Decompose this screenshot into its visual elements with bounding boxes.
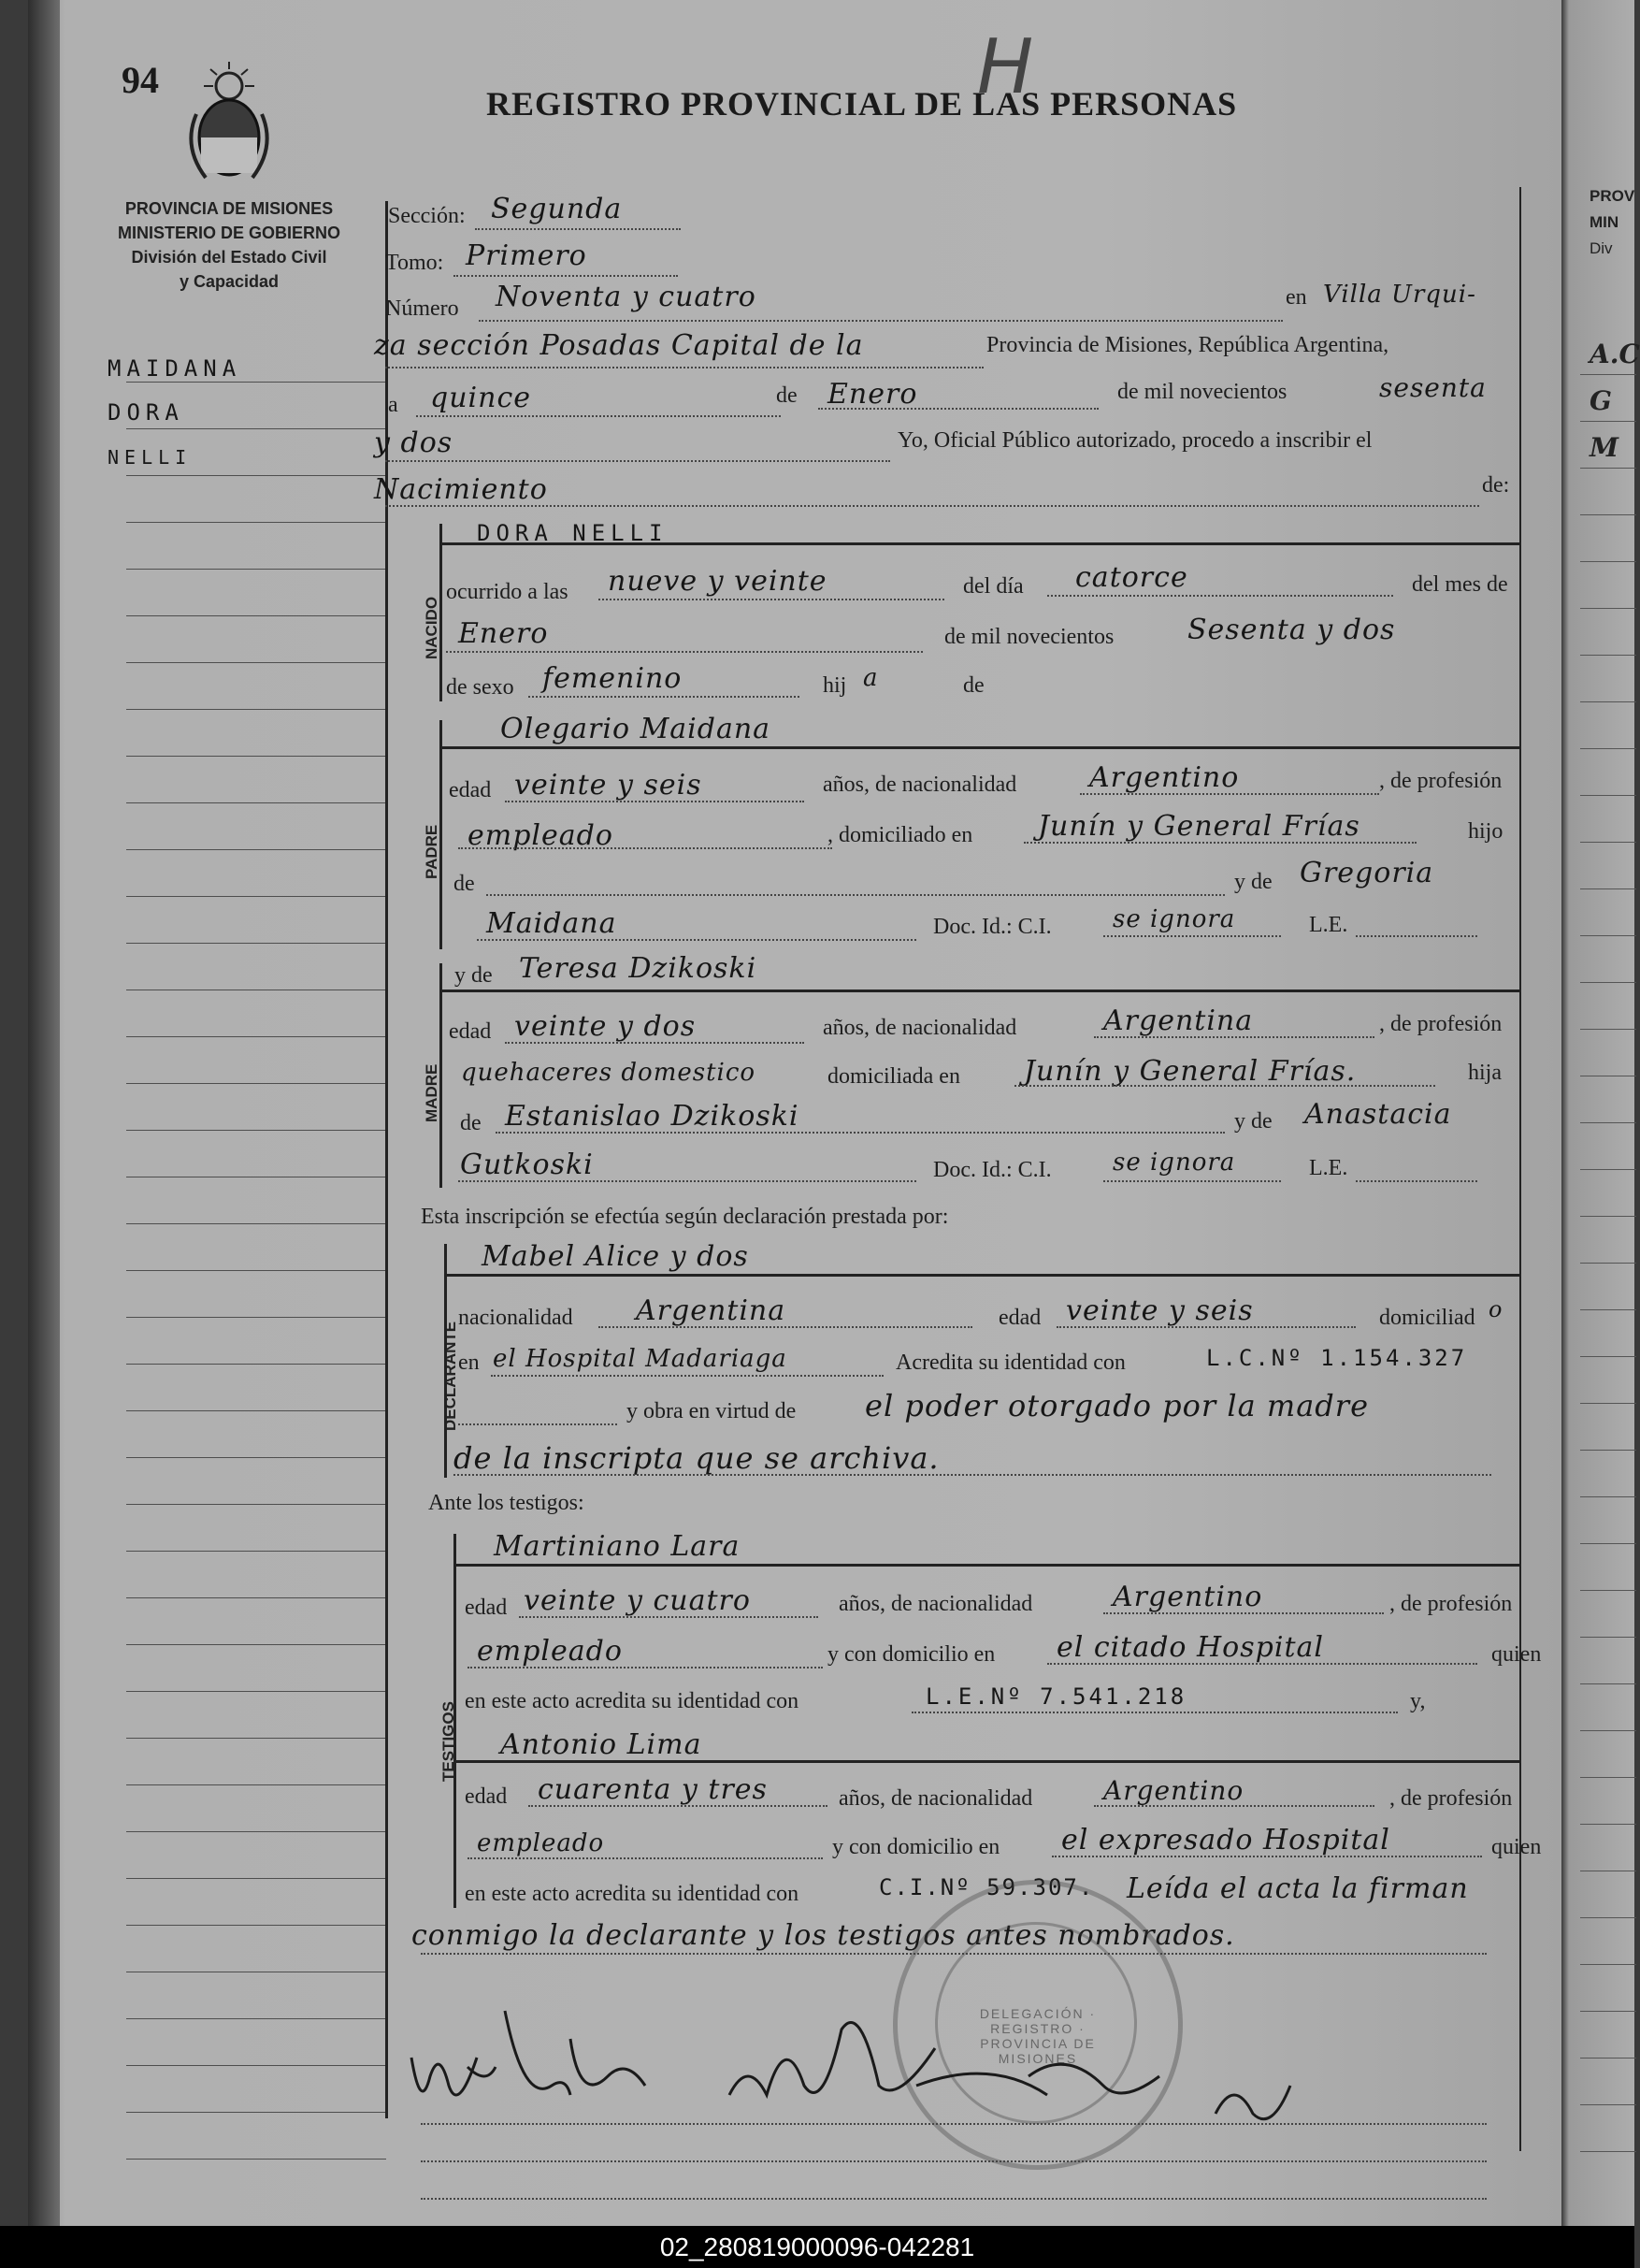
margin-ruled-line: [126, 1738, 386, 1739]
label-declarante-nacionalidad: nacionalidad: [458, 1306, 573, 1330]
label-padre-profesion: , de profesión: [1379, 769, 1503, 793]
label-padre-le: L.E.: [1309, 913, 1348, 937]
label-provincia: Provincia de Misiones, República Argentina,: [986, 333, 1389, 357]
value-anio-1: sesenta: [1379, 372, 1487, 403]
margin-ruled-line: [126, 1223, 386, 1224]
label-tomo: Tomo:: [385, 251, 444, 275]
margin-ruled-line: [126, 896, 386, 897]
label-ante-testigos: Ante los testigos:: [428, 1491, 584, 1515]
side-label-madre: MADRE: [423, 1063, 440, 1122]
next-page-ruled-line: [1580, 1496, 1636, 1497]
folio-number: 94: [122, 59, 159, 101]
next-page-ruled-line: [1580, 421, 1636, 422]
margin-ruled-line: [126, 1831, 386, 1832]
value-testigo-2-nombre: Antonio Lima: [500, 1728, 702, 1761]
header-handwritten-mark: H: [977, 23, 1034, 110]
next-page-ruled-line: [1580, 1637, 1636, 1638]
value-declarante-domicilio: el Hospital Madariaga: [493, 1345, 787, 1373]
next-page-ruled-line: [1580, 1216, 1636, 1217]
value-testigo-1-nacionalidad: Argentino: [1113, 1581, 1263, 1613]
next-page-ruled-line: [1580, 1777, 1636, 1778]
next-page-ruled-line: [1580, 748, 1636, 749]
org-province: PROVINCIA DE MISIONES: [124, 199, 334, 218]
margin-ruled-line: [126, 709, 386, 710]
label-madre-domicilio: domiciliada en: [827, 1064, 960, 1089]
org-division: División del Estado Civil: [131, 248, 327, 267]
value-sexo: femenino: [542, 662, 683, 695]
next-page-fragment: MIN: [1590, 213, 1619, 231]
value-declarante-edad: veinte y seis: [1066, 1294, 1254, 1327]
value-anio-2: y dos: [374, 426, 453, 459]
value-lugar-1: Villa Urqui-: [1323, 281, 1476, 309]
issuing-authority: [94, 196, 365, 294]
value-testigo-1-domicilio: el citado Hospital: [1057, 1631, 1324, 1664]
next-page-ruled-line: [1580, 1964, 1636, 1965]
value-madre-ci: se ignora: [1113, 1148, 1236, 1177]
label-padre-y-de: y de: [1234, 870, 1273, 894]
coat-of-arms-icon: [178, 58, 281, 189]
next-page-ruled-line: [1580, 842, 1636, 843]
label-madre-le: L.E.: [1309, 1156, 1348, 1180]
margin-ruled-line: [126, 2065, 386, 2066]
next-page-ruled-line: [1580, 374, 1636, 375]
side-label-testigos: TESTIGOS: [439, 1701, 457, 1782]
value-seccion: Segunda: [491, 193, 623, 225]
margin-ruled-line: [126, 756, 386, 757]
label-sexo: de sexo: [446, 675, 514, 700]
margin-ruled-line: [126, 428, 386, 429]
margin-ruled-line: [126, 1691, 386, 1692]
label-t2-quien: quien: [1491, 1835, 1542, 1859]
value-tipo-acta: Nacimiento: [374, 473, 548, 506]
value-padre-nombre: Olegario Maidana: [500, 713, 771, 745]
margin-ruled-line: [126, 2159, 386, 2160]
value-madre-padre: Estanislao Dzikoski: [505, 1100, 799, 1133]
testigo-2-top-rule: [453, 1760, 1519, 1763]
label-declarante-obra: y obra en virtud de: [626, 1399, 797, 1423]
margin-ruled-line: [126, 1504, 386, 1505]
margin-ruled-line: [126, 1644, 386, 1645]
next-page-ruled-line: [1580, 2058, 1636, 2059]
next-page-ruled-line: [1580, 1122, 1636, 1123]
value-tomo: Primero: [466, 239, 587, 272]
margin-ruled-line: [126, 615, 386, 616]
next-page-ruled-line: [1580, 1029, 1636, 1030]
value-cierre-2: conmigo la declarante y los testigos antes nombrados.: [411, 1919, 1235, 1952]
value-testigo-1-profesion: empleado: [477, 1635, 623, 1668]
margin-ruled-line: [126, 662, 386, 663]
next-page-ruled-line: [1580, 514, 1636, 515]
margin-ruled-line: [126, 1878, 386, 1879]
margin-ruled-line: [126, 1130, 386, 1131]
side-label-declarante: DECLARANTE: [441, 1321, 459, 1431]
label-padre-de: de: [453, 872, 475, 896]
label-del-mes: del mes de: [1412, 572, 1508, 597]
value-cierre-1: Leída el acta la firman: [1127, 1872, 1469, 1905]
label-t2-acredita: en este acto acredita su identidad con: [465, 1882, 799, 1906]
value-madre-madre-apellido: Gutkoski: [460, 1148, 594, 1181]
blank-signature-line: [421, 2198, 1487, 2200]
value-padre-ci: se ignora: [1113, 905, 1236, 933]
value-nombre-inscripto: DORA NELLI: [477, 520, 669, 546]
label-t1-nacionalidad: años, de nacionalidad: [839, 1592, 1033, 1616]
next-page-ruled-line: [1580, 1730, 1636, 1731]
next-page-ruled-line: [1580, 1543, 1636, 1544]
label-de-mil-2: de mil novecientos: [944, 625, 1115, 649]
next-page-ruled-line: [1580, 982, 1636, 983]
value-testigo-1-documento: L.E.Nº 7.541.218: [926, 1683, 1187, 1710]
org-ministry: MINISTERIO DE GOBIERNO: [117, 224, 341, 242]
margin-ruled-line: [126, 1364, 386, 1365]
signatures: [393, 1973, 1515, 2160]
label-t1-domicilio: y con domicilio en: [827, 1642, 996, 1667]
label-seccion: Sección:: [388, 204, 466, 228]
value-padre-domicilio: Junín y General Frías: [1038, 810, 1360, 843]
value-madre-nacionalidad: Argentina: [1103, 1004, 1254, 1037]
book-binding: [28, 0, 60, 2226]
value-madre-domicilio: Junín y General Frías.: [1024, 1055, 1357, 1088]
margin-ruled-line: [126, 1925, 386, 1926]
side-label-padre: PADRE: [423, 824, 440, 879]
page-title: REGISTRO PROVINCIAL DE LAS PERSONAS: [486, 85, 1238, 123]
next-page-ruled-line: [1580, 795, 1636, 796]
label-madre-profesion: , de profesión: [1379, 1012, 1503, 1036]
label-de-2: de: [963, 673, 985, 698]
value-testigo-2-edad: cuarenta y tres: [538, 1773, 768, 1806]
value-hora: nueve y veinte: [608, 565, 827, 598]
image-id-caption: 02_280819000096-042281: [0, 2226, 1634, 2268]
value-testigo-1-nombre: Martiniano Lara: [494, 1530, 741, 1563]
margin-ruled-line: [126, 1270, 386, 1271]
label-esta-inscripcion: Esta inscripción se efectúa según declaración prestada por:: [421, 1205, 949, 1229]
label-declarante-domicilio: domiciliad: [1379, 1306, 1475, 1330]
next-page-fragment: M: [1590, 432, 1618, 463]
value-numero: Noventa y cuatro: [496, 281, 756, 313]
padre-top-rule: [439, 746, 1519, 749]
value-declarante-documento: L.C.Nº 1.154.327: [1206, 1345, 1468, 1371]
madre-top-rule: [439, 990, 1519, 992]
next-page-ruled-line: [1580, 1590, 1636, 1591]
label-t1-profesion: , de profesión: [1389, 1592, 1513, 1616]
label-del-dia: del día: [963, 574, 1024, 599]
label-de-colon: de:: [1482, 473, 1510, 498]
testigos-top-rule: [453, 1564, 1519, 1567]
next-page-ruled-line: [1580, 2151, 1636, 2152]
value-madre-nombre: Teresa Dzikoski: [519, 952, 757, 985]
margin-ruled-line: [126, 1551, 386, 1552]
value-testigo-2-documento: C.I.Nº 59.307.: [879, 1874, 1095, 1900]
label-declarante-acredita: Acredita su identidad con: [896, 1351, 1126, 1375]
label-madre-doc: Doc. Id.: C.I.: [933, 1158, 1052, 1182]
margin-ruled-line: [126, 1036, 386, 1037]
margin-ruled-line: [126, 2018, 386, 2019]
margin-ruled-line: [126, 1410, 386, 1411]
label-declarante-en: en: [458, 1351, 480, 1375]
label-ocurrido: ocurrido a las: [446, 580, 568, 604]
value-testigo-2-domicilio: el expresado Hospital: [1061, 1824, 1390, 1856]
value-lugar-2: za sección Posadas Capital de la: [374, 329, 864, 362]
value-padre-profesion: empleado: [468, 819, 613, 852]
register-page: [28, 0, 1561, 2226]
next-page-ruled-line: [1580, 1263, 1636, 1264]
next-page-ruled-line: [1580, 1356, 1636, 1357]
next-page-ruled-line: [1580, 2104, 1636, 2105]
label-t2-domicilio: y con domicilio en: [832, 1835, 1000, 1859]
value-declarante-obra-1: el poder otorgado por la madre: [865, 1388, 1369, 1423]
label-en: en: [1286, 285, 1307, 310]
value-declarante-nombre: Mabel Alice y dos: [482, 1240, 749, 1273]
margin-ruled-line: [126, 1597, 386, 1598]
next-page-ruled-line: [1580, 2011, 1636, 2012]
value-padre-madre-apellido: Maidana: [486, 907, 617, 940]
next-page-ruled-line: [1580, 701, 1636, 702]
margin-ruled-line: [126, 1083, 386, 1084]
blank-signature-line: [421, 2123, 1487, 2125]
label-madre-de: de: [460, 1111, 482, 1135]
next-page-ruled-line: [1580, 468, 1636, 469]
margin-ruled-line: [126, 569, 386, 570]
next-page-ruled-line: [1580, 888, 1636, 889]
label-padre-nacionalidad: años, de nacionalidad: [823, 773, 1017, 797]
margin-ruled-line: [126, 943, 386, 944]
side-label-nacido: NACIDO: [423, 596, 440, 659]
label-padre-doc: Doc. Id.: C.I.: [933, 915, 1052, 939]
label-t1-y: y,: [1410, 1689, 1426, 1713]
label-madre-y-de-2: y de: [1234, 1109, 1273, 1134]
label-t1-quien: quien: [1491, 1642, 1542, 1667]
label-padre-edad: edad: [449, 778, 492, 802]
next-page-ruled-line: [1580, 608, 1636, 609]
margin-ruled-line: [126, 849, 386, 850]
value-mes: Enero: [827, 378, 918, 411]
value-testigo-1-edad: veinte y cuatro: [524, 1584, 751, 1617]
next-page-fragment: A.C: [1590, 339, 1640, 369]
value-mes-nacimiento: Enero: [458, 617, 549, 650]
next-page-ruled-line: [1580, 1403, 1636, 1404]
value-dia: quince: [430, 382, 531, 414]
label-a: a: [388, 393, 398, 417]
next-page-ruled-line: [1580, 1169, 1636, 1170]
label-t2-profesion: , de profesión: [1389, 1786, 1513, 1811]
value-madre-madre: Anastacia: [1304, 1098, 1452, 1131]
value-dia-nacimiento: catorce: [1075, 561, 1188, 594]
next-page-ruled-line: [1580, 1450, 1636, 1451]
stamp-text: DELEGACIÓN · REGISTRO · PROVINCIA DE MISIONES: [979, 2006, 1097, 2066]
label-t1-acredita: en este acto acredita su identidad con: [465, 1689, 799, 1713]
value-declarante-dom-suffix: o: [1489, 1296, 1503, 1322]
margin-ruled-line: [126, 802, 386, 803]
margin-ruled-line: [126, 1784, 386, 1785]
label-madre-edad: edad: [449, 1019, 492, 1044]
value-declarante-obra-2: de la inscripta que se archiva.: [453, 1440, 940, 1476]
adjacent-page-edge: [1561, 0, 1640, 2226]
value-testigo-2-profesion: empleado: [477, 1829, 605, 1857]
label-numero: Número: [385, 296, 459, 321]
value-madre-edad: veinte y dos: [514, 1010, 697, 1043]
next-page-fragment: Div: [1590, 239, 1613, 257]
label-yo: Yo, Oficial Público autorizado, procedo a inscribir el: [898, 428, 1373, 453]
next-page-ruled-line: [1580, 1824, 1636, 1825]
next-page-ruled-line: [1580, 1683, 1636, 1684]
value-testigo-2-nacionalidad: Argentino: [1103, 1775, 1244, 1806]
label-madre-y-de: y de: [454, 963, 493, 988]
margin-ruled-line: [126, 475, 386, 476]
label-de: de: [776, 383, 798, 408]
label-padre-hijo: hijo: [1468, 819, 1503, 844]
blank-signature-line: [421, 2160, 1487, 2162]
margin-ruled-line: [126, 1457, 386, 1458]
label-de-mil: de mil novecientos: [1117, 380, 1288, 404]
value-anio-nacimiento: Sesenta y dos: [1187, 614, 1396, 646]
declarante-top-rule: [444, 1274, 1519, 1277]
label-declarante-edad: edad: [999, 1306, 1042, 1330]
value-hijo-suffix: a: [863, 664, 879, 692]
margin-first-name: DORA: [108, 399, 184, 426]
value-padre-madre: Gregoria: [1300, 857, 1434, 889]
org-division-2: y Capacidad: [179, 272, 280, 291]
label-hijo: hij: [823, 673, 847, 698]
label-madre-nacionalidad: años, de nacionalidad: [823, 1016, 1017, 1040]
label-t2-edad: edad: [465, 1784, 508, 1809]
next-page-fragment: G: [1590, 385, 1612, 416]
label-t2-nacionalidad: años, de nacionalidad: [839, 1786, 1033, 1811]
label-padre-domicilio: , domiciliado en: [827, 823, 973, 847]
value-madre-profesion: quehaceres domestico: [461, 1059, 756, 1087]
next-page-ruled-line: [1580, 1309, 1636, 1310]
margin-surname: MAIDANA: [108, 355, 242, 382]
margin-ruled-line: [126, 382, 386, 383]
next-page-ruled-line: [1580, 655, 1636, 656]
label-madre-hija: hija: [1468, 1061, 1502, 1085]
margin-ruled-line: [126, 1317, 386, 1318]
margin-ruled-line: [126, 2112, 386, 2113]
value-padre-edad: veinte y seis: [514, 769, 702, 802]
label-t1-edad: edad: [465, 1596, 508, 1620]
margin-ruled-line: [126, 522, 386, 523]
next-page-ruled-line: [1580, 561, 1636, 562]
value-declarante-nacionalidad: Argentina: [636, 1294, 786, 1327]
next-page-ruled-line: [1580, 935, 1636, 936]
margin-middle-name: NELLI: [108, 446, 193, 469]
next-page-fragment: PROV: [1590, 187, 1635, 205]
value-padre-nacionalidad: Argentino: [1089, 761, 1240, 794]
next-page-ruled-line: [1580, 1917, 1636, 1918]
